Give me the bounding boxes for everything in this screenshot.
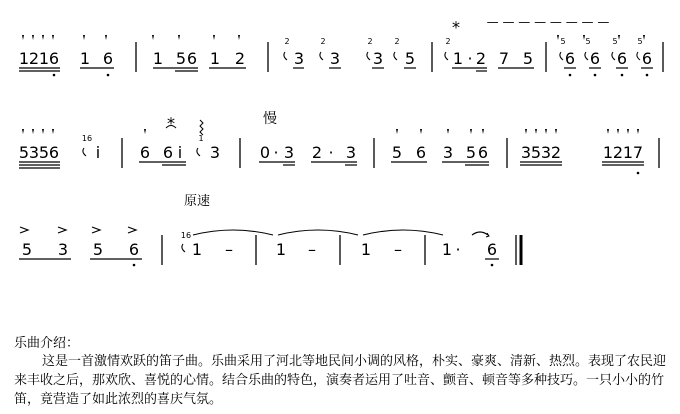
grace-note: 16 [180, 231, 192, 240]
tempo-slow-label: 慢 [263, 111, 277, 127]
svg-text:2: 2 [284, 37, 290, 46]
svg-text:3: 3 [372, 49, 384, 68]
svg-text:3: 3 [540, 143, 552, 162]
svg-text:6: 6 [48, 143, 60, 162]
svg-text:6: 6 [162, 143, 174, 162]
svg-text:2: 2 [612, 143, 624, 162]
svg-text:·: · [273, 143, 279, 162]
svg-text:2: 2 [234, 49, 246, 68]
svg-text:6: 6 [486, 240, 498, 259]
svg-text:5: 5 [560, 37, 566, 46]
final-barline [516, 235, 521, 265]
svg-text:2: 2 [320, 37, 326, 46]
trill-mark: ⁎ [167, 109, 175, 128]
score-line-1 [19, 13, 663, 76]
trill-mark: ⁎ [452, 13, 460, 32]
svg-text:3: 3 [209, 143, 221, 162]
accent-marks [20, 227, 136, 233]
glissando-mark [200, 120, 203, 135]
svg-text:2: 2 [394, 37, 400, 46]
svg-text:3: 3 [329, 49, 341, 68]
svg-text:5: 5 [530, 143, 542, 162]
ties [193, 230, 488, 235]
intro-body: 这是一首激情欢跃的笛子曲。乐曲采用了河北等地民间小调的风格，朴实、豪爽、清新、热烈。表现了农民迎来丰收之后，那欢欣、喜悦的心情。结合乐曲的特色，演奏者运用了吐音、颤音、顿音等多种技巧。一只小小的竹笛，竟营造了如此浓烈的喜庆气氛。 [14, 354, 667, 407]
svg-text:5: 5 [92, 240, 104, 259]
svg-text:3: 3 [293, 49, 305, 68]
svg-text:3: 3 [442, 143, 454, 162]
svg-text:5: 5 [465, 143, 477, 162]
svg-text:2: 2 [28, 49, 40, 68]
svg-text:i: i [177, 143, 183, 162]
svg-text:6: 6 [564, 49, 576, 68]
svg-text:1: 1 [152, 49, 164, 68]
svg-text:5: 5 [522, 49, 534, 68]
octave-dots [133, 264, 494, 267]
svg-text:·: · [455, 240, 461, 259]
svg-text:2: 2 [550, 143, 562, 162]
svg-text:7: 7 [498, 49, 510, 68]
svg-text:–: – [225, 240, 233, 259]
octave-dots [53, 74, 649, 77]
svg-text:2: 2 [445, 37, 451, 46]
svg-text:·: · [328, 143, 334, 162]
svg-text:1: 1 [441, 240, 453, 259]
svg-text:1: 1 [18, 49, 30, 68]
svg-text:i: i [95, 143, 101, 162]
svg-text:5: 5 [637, 37, 643, 46]
tempo-original-label: 原速 [183, 194, 211, 209]
svg-text:6: 6 [139, 143, 151, 162]
octave-dots [637, 172, 640, 175]
svg-text:3: 3 [57, 240, 69, 259]
svg-text:6: 6 [415, 143, 427, 162]
intro-title: 乐曲介绍： [14, 336, 80, 351]
staccato-ticks [22, 129, 639, 134]
svg-text:5: 5 [391, 143, 403, 162]
svg-text:1: 1 [602, 143, 614, 162]
svg-text:6: 6 [589, 49, 601, 68]
svg-text:6: 6 [616, 49, 628, 68]
grace-notes [284, 37, 642, 46]
svg-text:1: 1 [209, 49, 221, 68]
svg-text:1: 1 [622, 143, 634, 162]
svg-text:6: 6 [102, 49, 114, 68]
svg-text:1: 1 [38, 49, 50, 68]
svg-text:5: 5 [585, 37, 591, 46]
score-line-2 [19, 109, 659, 174]
svg-text:6: 6 [186, 49, 198, 68]
svg-text:·: · [467, 49, 473, 68]
svg-text:5: 5 [175, 49, 187, 68]
svg-text:1: 1 [360, 240, 372, 259]
svg-text:7: 7 [632, 143, 644, 162]
svg-text:2: 2 [475, 49, 487, 68]
svg-text:3: 3 [520, 143, 532, 162]
svg-text:1: 1 [198, 134, 204, 143]
trill-dashes: — — — — — — — — [486, 15, 610, 29]
svg-text:6: 6 [641, 49, 653, 68]
svg-text:3: 3 [283, 143, 295, 162]
svg-text:5: 5 [21, 240, 33, 259]
svg-text:3: 3 [28, 143, 40, 162]
svg-text:5: 5 [18, 143, 30, 162]
svg-text:0: 0 [259, 143, 271, 162]
staccato-ticks [22, 35, 645, 40]
grace-notes [82, 134, 204, 143]
svg-text:3: 3 [345, 143, 357, 162]
svg-text:–: – [394, 240, 402, 259]
svg-text:16: 16 [81, 134, 93, 143]
score-line-3 [19, 193, 521, 266]
svg-text:2: 2 [311, 143, 323, 162]
underlines [19, 162, 644, 168]
svg-text:5: 5 [404, 49, 416, 68]
svg-text:–: – [308, 240, 316, 259]
svg-text:5: 5 [612, 37, 618, 46]
svg-text:6: 6 [48, 49, 60, 68]
svg-text:6: 6 [477, 143, 489, 162]
svg-text:1: 1 [191, 240, 203, 259]
svg-text:1: 1 [452, 49, 464, 68]
svg-text:1: 1 [275, 240, 287, 259]
svg-text:2: 2 [367, 37, 373, 46]
underlines [19, 68, 653, 71]
svg-text:1: 1 [79, 49, 91, 68]
svg-text:6: 6 [128, 240, 140, 259]
svg-text:5: 5 [38, 143, 50, 162]
